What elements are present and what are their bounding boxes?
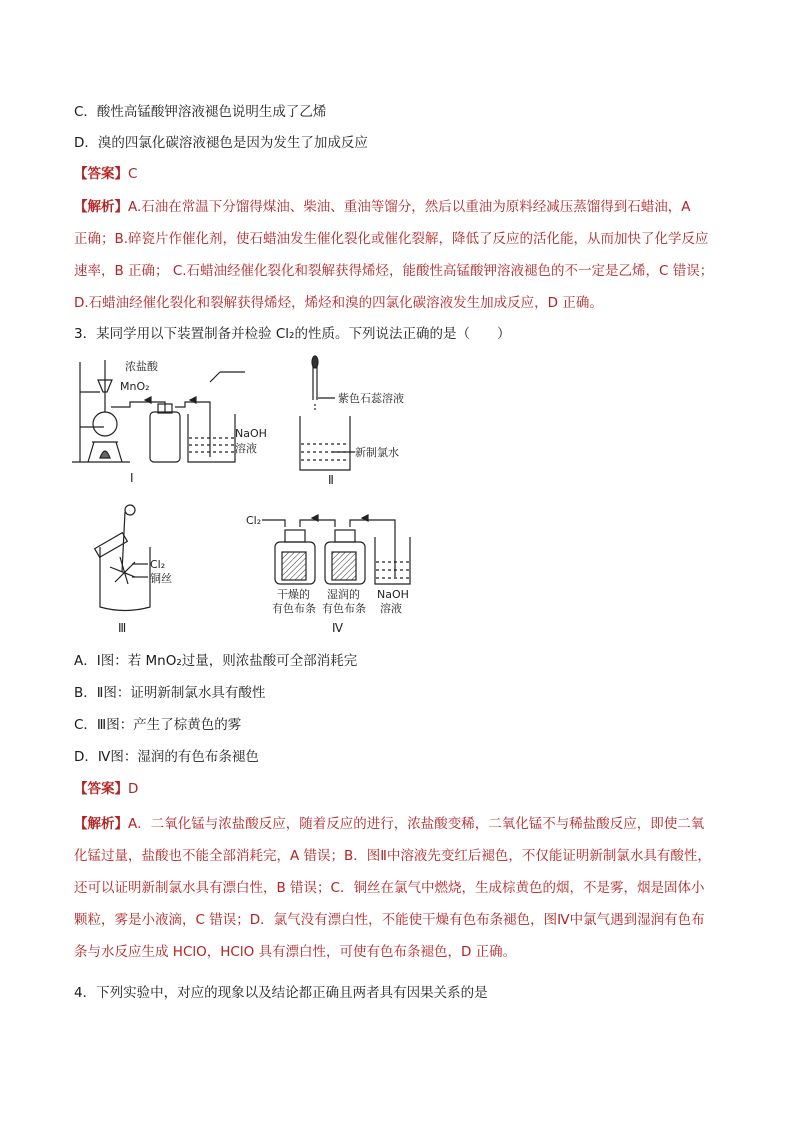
label-litmus: 紫色石蕊溶液 [338, 392, 404, 405]
explanation-tag: 【解析】 [74, 816, 128, 832]
q2-answer [74, 165, 137, 183]
label-naoh-2-solution: 溶液 [380, 602, 402, 615]
q2-explanation [74, 191, 724, 319]
apparatus-2 [300, 356, 355, 470]
apparatus-3 [95, 505, 150, 611]
q3-option-b: B．Ⅱ图：证明新制氯水具有酸性 [74, 685, 266, 701]
q3-apparatus-figure [70, 352, 450, 642]
q3-option-c: C．Ⅲ图：产生了棕黄色的雾 [74, 717, 242, 733]
answer-value: C [128, 166, 138, 182]
label-mno2: MnO₂ [120, 380, 150, 393]
q4-stem: 4．下列实验中，对应的现象以及结论都正确且两者具有因果关系的是 [74, 985, 488, 1001]
label-dry-2: 有色布条 [272, 602, 316, 615]
apparatus-4 [262, 515, 410, 584]
answer-tag: 【答案】 [74, 781, 128, 797]
q3-explanation [74, 808, 724, 968]
q2-option-d: D．溴的四氯化碳溶液褪色是因为发生了加成反应 [74, 135, 368, 151]
label-copper: 铜丝 [150, 572, 172, 585]
explanation-tag: 【解析】 [74, 199, 128, 215]
label-fig-3: Ⅲ [118, 621, 127, 635]
explanation-line: 速率，B 正确； C.石蜡油经催化裂化和裂解获得烯烃，能酸性高锰酸钾溶液褪色的不一定是乙烯，C 错误； [74, 263, 714, 279]
label-wet-1: 湿润的 [327, 588, 360, 601]
explanation-line: 【解析】A．二氧化锰与浓盐酸反应，随着反应的进行，浓盐酸变稀，二氧化锰不与稀盐酸反应，即使二氧 [74, 816, 705, 832]
explanation-line: 化锰过量，盐酸也不能全部消耗完，A 错误；B．图Ⅱ中溶液先变红后褪色，不仅能证明新制氯水具有酸性， [74, 848, 711, 864]
label-naoh-1: NaOH [235, 427, 267, 440]
q3-option-a: A．Ⅰ图：若 MnO₂过量，则浓盐酸可全部消耗完 [74, 653, 358, 669]
answer-tag: 【答案】 [74, 166, 128, 182]
explanation-line: 还可以证明新制氯水具有漂白性，B 错误；C．铜丝在氯气中燃烧，生成棕黄色的烟，不是雾，烟是固体小 [74, 880, 705, 896]
explanation-line: 颗粒，雾是小液滴，C 错误；D．氯气没有漂白性，不能使干燥有色布条褪色，图Ⅳ中氯气遇到湿润有色布 [74, 912, 705, 928]
label-naoh-2: NaOH [377, 588, 409, 601]
explanation-line: 条与水反应生成 HClO，HClO 具有漂白性，可使有色布条褪色，D 正确。 [74, 944, 517, 960]
answer-value: D [128, 781, 139, 797]
label-fig-2: Ⅱ [328, 473, 334, 487]
label-cl2-a: Cl₂ [150, 558, 166, 571]
q3-stem: 3．某同学用以下装置制备并检验 Cl₂的性质。下列说法正确的是（ ） [74, 326, 511, 342]
label-dry-1: 干燥的 [277, 588, 310, 601]
q3-answer [74, 780, 138, 798]
label-chlorine-water: 新制氯水 [355, 446, 399, 459]
label-fig-4: Ⅳ [332, 621, 344, 635]
q2-option-c: C．酸性高锰酸钾溶液褪色说明生成了乙烯 [74, 104, 327, 120]
label-conc-hcl: 浓盐酸 [125, 360, 158, 373]
label-cl2-b: Cl₂ [246, 514, 262, 527]
q3-option-d: D．Ⅳ图：湿润的有色布条褪色 [74, 749, 259, 765]
explanation-line: D.石蜡油经催化裂化和裂解获得烯烃，烯烃和溴的四氯化碳溶液发生加成反应，D 正确。 [74, 295, 603, 311]
label-fig-1: Ⅰ [130, 471, 134, 485]
label-naoh-1-solution: 溶液 [235, 442, 257, 455]
explanation-line: 正确；B.碎瓷片作催化剂，使石蜡油发生催化裂化或催化裂解，降低了反应的活化能，从而加快了化学反应 [74, 231, 709, 247]
explanation-line: 【解析】A.石油在常温下分馏得煤油、柴油、重油等馏分，然后以重油为原料经减压蒸馏得到石蜡油，A [74, 199, 691, 215]
apparatus-1 [72, 360, 245, 462]
label-wet-2: 有色布条 [322, 602, 366, 615]
